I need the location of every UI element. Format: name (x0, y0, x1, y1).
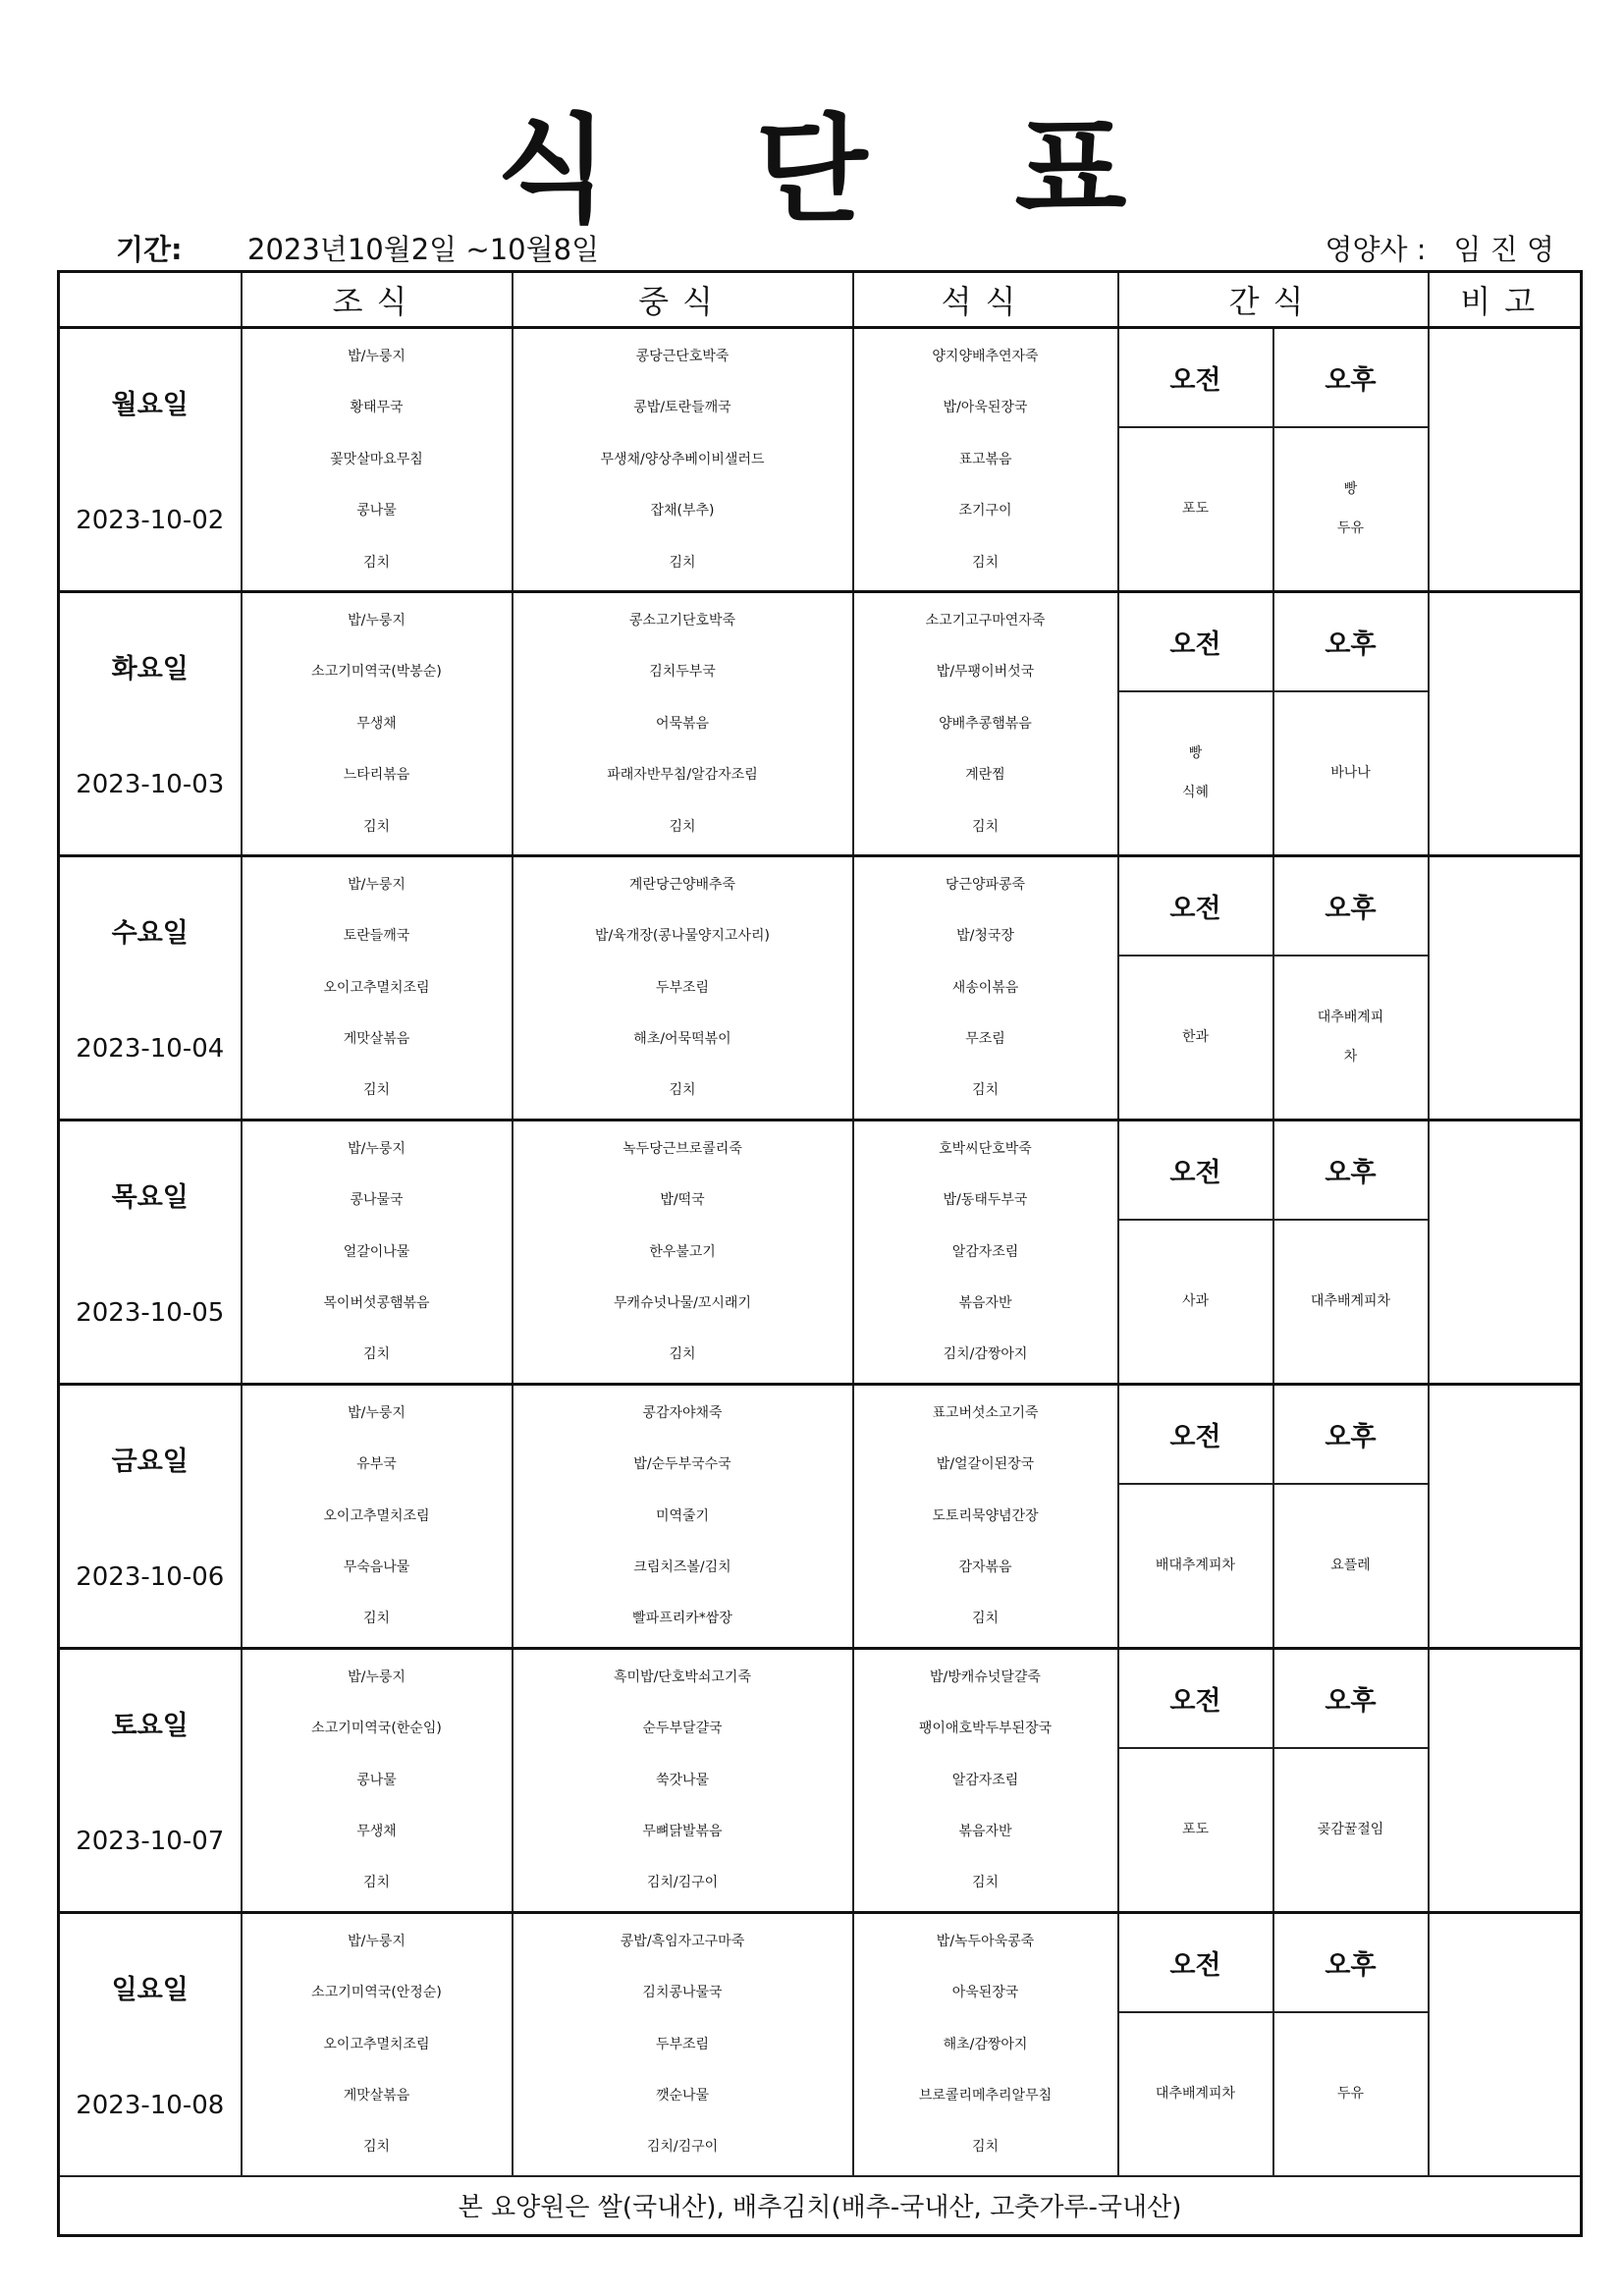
dinner-cell (853, 855, 1118, 1120)
header-dinner: 석식 (853, 272, 1118, 328)
remarks-cell (1429, 855, 1582, 1120)
dinner-item: 김치 (971, 818, 1000, 835)
breakfast-cell (242, 1648, 513, 1912)
day-cell (59, 1912, 242, 2175)
day-cell (59, 1384, 242, 1648)
breakfast-item: 무숙음나물 (343, 1558, 410, 1575)
day-cell (59, 855, 242, 1120)
title-char: 식 (496, 102, 609, 238)
snack-pm-label: 오후 (1273, 1912, 1429, 2012)
breakfast-item: 밥/누룽지 (348, 1404, 406, 1421)
snack-pm-cell (1273, 2012, 1429, 2176)
breakfast-cell (242, 855, 513, 1120)
lunch-cell (513, 1384, 853, 1648)
day-cell (59, 328, 242, 592)
dinner-item: 계란찜 (965, 767, 1005, 784)
snack-pm-item: 대추배계피차 (1310, 1293, 1391, 1310)
lunch-item: 콩밥/토란들깨국 (633, 400, 731, 416)
breakfast-item: 목이버섯콩햄볶음 (323, 1295, 430, 1312)
day-date: 2023-10-06 (76, 1562, 225, 1593)
dinner-item: 밥/아욱된장국 (943, 400, 1028, 416)
breakfast-item: 김치 (362, 1082, 391, 1099)
lunch-item: 무뼈닭발볶음 (642, 1823, 723, 1839)
lunch-item: 김치 (669, 554, 696, 571)
dinner-item: 호박씨단호박죽 (939, 1140, 1032, 1157)
day-name: 월요일 (111, 390, 189, 421)
snack-pm-label: 오후 (1273, 1648, 1429, 1748)
dinner-item: 밥/녹두아욱콩죽 (936, 1933, 1035, 1949)
dinner-item: 밥/무팽이버섯국 (936, 664, 1035, 681)
dinner-item: 팽이애호박두부된장국 (918, 1721, 1053, 1737)
header-breakfast: 조식 (242, 272, 513, 328)
lunch-item: 밥/순두부국수국 (633, 1456, 731, 1473)
day-row-top (59, 855, 1582, 956)
dinner-item: 아욱된장국 (951, 1985, 1019, 2001)
breakfast-item: 밥/누룽지 (348, 349, 406, 364)
lunch-cell (513, 1648, 853, 1912)
snack-pm-cell (1273, 1220, 1429, 1384)
snack-am-cell (1118, 691, 1273, 855)
lunch-item: 밥/떡국 (660, 1192, 705, 1209)
breakfast-cell (242, 328, 513, 592)
breakfast-item: 김치 (362, 1875, 391, 1891)
dinner-item: 김치/감짱아지 (943, 1346, 1028, 1363)
breakfast-item: 소고기미역국(안정순) (311, 1985, 442, 2001)
snack-pm-item: 대추배계피 (1317, 1010, 1384, 1026)
lunch-item: 계란당근양배추죽 (628, 876, 736, 893)
breakfast-cell (242, 1384, 513, 1648)
dinner-item: 새송이볶음 (951, 979, 1019, 996)
dinner-cell (853, 591, 1118, 855)
snack-am-cell (1118, 956, 1273, 1120)
snack-am-cell (1118, 427, 1273, 591)
lunch-item: 크림치즈볼/김치 (633, 1558, 731, 1575)
snack-pm-cell (1273, 691, 1429, 855)
snack-pm-cell (1273, 956, 1429, 1120)
dinner-item: 당근양파콩죽 (945, 876, 1026, 893)
remarks-cell (1429, 591, 1582, 855)
day-date: 2023-10-04 (76, 1034, 225, 1065)
snack-am-label: 오전 (1118, 328, 1273, 428)
breakfast-item: 콩나물 (356, 503, 397, 519)
day-row-top (59, 1384, 1582, 1484)
lunch-item: 순두부달걀국 (642, 1721, 723, 1737)
day-name: 일요일 (111, 1975, 189, 2006)
remarks-cell (1429, 1648, 1582, 1912)
lunch-item: 김치콩나물국 (642, 1985, 723, 2001)
header-remarks: 비고 (1429, 272, 1582, 328)
dinner-cell (853, 1912, 1118, 2175)
dinner-item: 밥/얼갈이된장국 (936, 1456, 1035, 1473)
dinner-cell (853, 328, 1118, 592)
lunch-item: 흑미밥/단호박쇠고기죽 (614, 1668, 751, 1685)
lunch-item: 콩감자야채죽 (642, 1404, 723, 1421)
dinner-cell (853, 1120, 1118, 1384)
snack-am-item: 사과 (1181, 1293, 1210, 1310)
snack-am-cell (1118, 1484, 1273, 1648)
lunch-item: 해초/어묵떡볶이 (633, 1031, 731, 1048)
lunch-item: 김치 (669, 818, 696, 835)
breakfast-item: 콩나물 (356, 1772, 397, 1788)
snack-am-cell (1118, 2012, 1273, 2176)
breakfast-cell (242, 591, 513, 855)
breakfast-item: 무생채 (356, 1823, 397, 1839)
lunch-item: 콩밥/흑임자고구마죽 (620, 1933, 745, 1949)
dietitian (1325, 228, 1554, 268)
snack-am-item: 한과 (1181, 1029, 1210, 1046)
remarks-cell (1429, 1384, 1582, 1648)
header-lunch: 중식 (513, 272, 853, 328)
breakfast-item: 게맛살볶음 (343, 1031, 410, 1048)
snack-am-label: 오전 (1118, 1648, 1273, 1748)
snack-pm-label: 오후 (1273, 328, 1429, 428)
breakfast-cell (242, 1120, 513, 1384)
dinner-item: 김치 (971, 1611, 1000, 1627)
dinner-item: 조기구이 (958, 503, 1012, 519)
breakfast-item: 김치 (362, 1611, 391, 1627)
snack-pm-item: 빵 (1343, 481, 1358, 498)
remarks-cell (1429, 328, 1582, 592)
title-char: 표 (1014, 102, 1127, 238)
day-name: 수요일 (111, 918, 189, 950)
snack-pm-item: 두유 (1336, 520, 1365, 537)
snack-am-item: 포도 (1181, 501, 1210, 518)
dinner-item: 도토리묵양념간장 (932, 1507, 1039, 1524)
lunch-item: 김치두부국 (649, 664, 716, 681)
breakfast-item: 황태무국 (350, 400, 404, 416)
snack-am-label: 오전 (1118, 1120, 1273, 1220)
dietitian-label: 영양사 : (1325, 233, 1427, 266)
snack-am-cell (1118, 1748, 1273, 1912)
dinner-item: 해초/감짱아지 (943, 2036, 1028, 2052)
origin-note: 본 요양원은 쌀(국내산), 배추김치(배추-국내산, 고춧가루-국내산) (59, 2176, 1582, 2236)
dinner-item: 김치 (971, 1875, 1000, 1891)
day-cell (59, 1648, 242, 1912)
lunch-cell (513, 1912, 853, 2175)
dietitian-name: 임 진 영 (1453, 233, 1554, 266)
lunch-cell (513, 328, 853, 592)
breakfast-item: 무생채 (356, 715, 397, 732)
snack-pm-item: 바나나 (1330, 765, 1371, 782)
breakfast-item: 김치 (362, 2139, 391, 2156)
dinner-item: 밥/동태두부국 (943, 1192, 1028, 1209)
snack-am-item: 대추배계피차 (1155, 2086, 1236, 2103)
breakfast-cell (242, 1912, 513, 2175)
dinner-item: 무조림 (965, 1031, 1005, 1048)
title-char: 단 (755, 102, 868, 238)
day-row-top (59, 1120, 1582, 1220)
snack-am-item: 배대추계피차 (1155, 1558, 1236, 1574)
dinner-item: 김치 (971, 2139, 1000, 2156)
breakfast-item: 소고기미역국(한순임) (311, 1721, 442, 1737)
breakfast-item: 꽃맛살마요무침 (330, 451, 423, 467)
dinner-item: 볶음자반 (958, 1295, 1012, 1312)
header-day (59, 272, 242, 328)
lunch-item: 녹두당근브로콜리죽 (622, 1140, 742, 1157)
lunch-item: 빨파프리카*쌈장 (632, 1611, 732, 1627)
header-row (59, 272, 1582, 328)
day-date: 2023-10-05 (76, 1298, 225, 1329)
snack-am-label: 오전 (1118, 1912, 1273, 2012)
dinner-item: 표고볶음 (958, 451, 1012, 467)
dinner-item: 밥/방캐슈넛달걀죽 (930, 1668, 1041, 1685)
day-date: 2023-10-02 (76, 506, 225, 536)
dinner-item: 양배추콩햄볶음 (939, 715, 1032, 732)
dinner-item: 알감자조림 (951, 1243, 1019, 1260)
lunch-item: 김치/김구이 (646, 1875, 719, 1891)
lunch-item: 김치/김구이 (646, 2139, 719, 2156)
day-name: 토요일 (111, 1711, 189, 1742)
lunch-item: 무캐슈넛나물/꼬시래기 (614, 1295, 751, 1312)
meal-plan-table (57, 270, 1583, 2237)
dinner-item: 소고기고구마연자죽 (925, 612, 1046, 629)
breakfast-item: 유부국 (356, 1456, 397, 1473)
snack-pm-item: 차 (1343, 1049, 1358, 1066)
dinner-item: 양지양배추연자죽 (932, 349, 1039, 364)
lunch-cell (513, 591, 853, 855)
snack-pm-label: 오후 (1273, 855, 1429, 956)
dinner-cell (853, 1648, 1118, 1912)
snack-am-label: 오전 (1118, 855, 1273, 956)
breakfast-item: 밥/누룽지 (348, 876, 406, 893)
remarks-cell (1429, 1912, 1582, 2175)
period-label: 기간: (116, 233, 183, 266)
lunch-item: 무생채/양상추베이비샐러드 (600, 451, 765, 467)
dinner-cell (853, 1384, 1118, 1648)
breakfast-item: 밥/누룽지 (348, 612, 406, 629)
breakfast-item: 얼갈이나물 (343, 1243, 410, 1260)
lunch-item: 잡채(부추) (650, 503, 715, 519)
breakfast-item: 토란들깨국 (343, 928, 410, 945)
snack-pm-cell (1273, 427, 1429, 591)
snack-am-label: 오전 (1118, 591, 1273, 691)
breakfast-item: 소고기미역국(박봉순) (311, 664, 442, 681)
snack-pm-item: 두유 (1336, 2086, 1365, 2103)
lunch-cell (513, 1120, 853, 1384)
lunch-item: 콩당근단호박죽 (635, 349, 730, 364)
breakfast-item: 밥/누룽지 (348, 1140, 406, 1157)
breakfast-item: 느타리볶음 (343, 767, 410, 784)
lunch-item: 쑥갓나물 (655, 1772, 710, 1788)
header-snack: 간식 (1118, 272, 1429, 328)
lunch-item: 김치 (669, 1346, 696, 1363)
breakfast-item: 오이고추멸치조림 (323, 1507, 430, 1524)
snack-pm-cell (1273, 1484, 1429, 1648)
day-row-top (59, 1912, 1582, 2012)
lunch-item: 밥/육개장(콩나물양지고사리) (595, 928, 770, 945)
day-row-top (59, 328, 1582, 428)
breakfast-item: 콩나물국 (350, 1192, 404, 1209)
dinner-item: 표고버섯소고기죽 (932, 1404, 1039, 1421)
lunch-cell (513, 855, 853, 1120)
lunch-item: 한우불고기 (649, 1243, 716, 1260)
dinner-item: 감자볶음 (958, 1558, 1012, 1575)
snack-pm-label: 오후 (1273, 1384, 1429, 1484)
breakfast-item: 김치 (362, 554, 391, 571)
breakfast-item: 밥/누룽지 (348, 1933, 406, 1949)
snack-pm-label: 오후 (1273, 1120, 1429, 1220)
lunch-item: 미역줄기 (655, 1507, 710, 1524)
breakfast-item: 김치 (362, 818, 391, 835)
snack-pm-label: 오후 (1273, 591, 1429, 691)
breakfast-item: 김치 (362, 1346, 391, 1363)
period-value: 2023년10월2일 ~10월8일 (247, 233, 600, 266)
day-name: 목요일 (111, 1182, 189, 1214)
snack-am-item: 포도 (1181, 1822, 1210, 1838)
day-name: 화요일 (111, 654, 189, 685)
lunch-item: 파래자반무침/알감자조림 (607, 767, 758, 784)
breakfast-item: 오이고추멸치조림 (323, 2036, 430, 2052)
snack-am-cell (1118, 1220, 1273, 1384)
lunch-item: 어묵볶음 (655, 715, 710, 732)
breakfast-item: 게맛살볶음 (343, 2087, 410, 2104)
day-date: 2023-10-08 (76, 2091, 225, 2121)
lunch-item: 깻순나물 (655, 2087, 710, 2104)
lunch-item: 콩소고기단호박죽 (628, 612, 736, 629)
dinner-item: 볶음자반 (958, 1823, 1012, 1839)
remarks-cell (1429, 1120, 1582, 1384)
lunch-item: 두부조림 (655, 2036, 710, 2052)
snack-pm-item: 곶감꿀절임 (1317, 1822, 1384, 1838)
day-row-top (59, 591, 1582, 691)
day-cell (59, 1120, 242, 1384)
lunch-item: 두부조림 (655, 979, 710, 996)
dinner-item: 브로콜리메추리알무침 (918, 2087, 1053, 2104)
snack-pm-item: 요플레 (1330, 1558, 1371, 1574)
day-name: 금요일 (111, 1447, 189, 1478)
snack-am-item: 빵 (1188, 745, 1203, 762)
dinner-item: 김치 (971, 554, 1000, 571)
day-row-top (59, 1648, 1582, 1748)
day-cell (59, 591, 242, 855)
breakfast-item: 오이고추멸치조림 (323, 979, 430, 996)
dinner-item: 밥/청국장 (956, 928, 1014, 945)
dinner-item: 김치 (971, 1082, 1000, 1099)
snack-pm-cell (1273, 1748, 1429, 1912)
lunch-item: 김치 (669, 1082, 696, 1099)
day-date: 2023-10-03 (76, 770, 225, 800)
snack-am-label: 오전 (1118, 1384, 1273, 1484)
page-title (0, 77, 1623, 244)
day-date: 2023-10-07 (76, 1827, 225, 1857)
dinner-item: 알감자조림 (951, 1772, 1019, 1788)
breakfast-item: 밥/누룽지 (348, 1668, 406, 1685)
footer-row (59, 2176, 1582, 2236)
snack-am-item: 식혜 (1181, 785, 1210, 801)
